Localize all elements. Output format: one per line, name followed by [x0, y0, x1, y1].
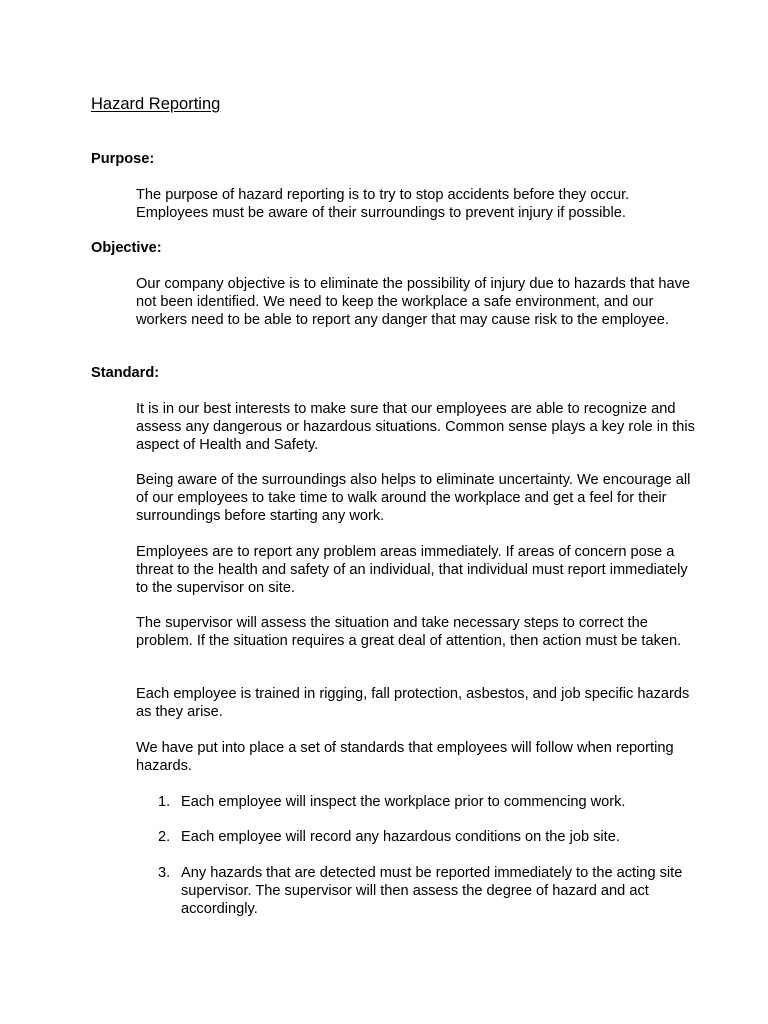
list-item	[158, 828, 698, 846]
list-item-text: Each employee will inspect the workplace prior to commencing work.	[181, 794, 626, 810]
standard-heading: Standard:	[91, 365, 160, 381]
list-item-number: 3.	[158, 865, 171, 881]
objective-heading: Objective:	[91, 240, 162, 256]
standard-paragraph: Being aware of the surroundings also helps to eliminate uncertainty. We encourage all of our employees to take time to walk around the workplace and get a feel for their surroundings before starting any work.	[136, 472, 691, 524]
standard-paragraph: The supervisor will assess the situation and take necessary steps to correct the problem. If the situation requires a great deal of attention, then action must be taken.	[136, 615, 682, 649]
standard-paragraph: Employees are to report any problem areas immediately. If areas of concern pose a threat to the health and safety of an individual, that individual must report immediately to the supervisor on site.	[136, 544, 688, 596]
purpose-heading: Purpose:	[91, 151, 155, 167]
standard-paragraph: Each employee is trained in rigging, fall protection, asbestos, and job specific hazards as they arise.	[136, 686, 690, 720]
standard-paragraph: It is in our best interests to make sure that our employees are able to recognize and assess any dangerous or hazardous situations. Common sense plays a key role in this aspect of Health and Safety.	[136, 401, 695, 453]
standard-paragraph: We have put into place a set of standards that employees will follow when reporting hazards.	[136, 740, 674, 774]
objective-paragraph: Our company objective is to eliminate the possibility of injury due to hazards that have not been identified. We need to keep the workplace a safe environment, and our workers need to be able to report any danger that may cause risk to the employee.	[136, 276, 691, 328]
list-item	[158, 864, 698, 918]
purpose-paragraph: The purpose of hazard reporting is to try to stop accidents before they occur. Employees must be aware of their surroundings to prevent injury if possible.	[136, 187, 630, 221]
list-item-number: 2.	[158, 829, 171, 845]
list-item-text: Any hazards that are detected must be reported immediately to the acting site supervisor. The supervisor will then assess the degree of hazard and act accordingly.	[181, 865, 683, 917]
list-item-text: Each employee will record any hazardous conditions on the job site.	[181, 829, 620, 845]
document-title: Hazard Reporting	[91, 95, 221, 113]
list-item	[158, 793, 698, 811]
list-item-number: 1.	[158, 794, 171, 810]
